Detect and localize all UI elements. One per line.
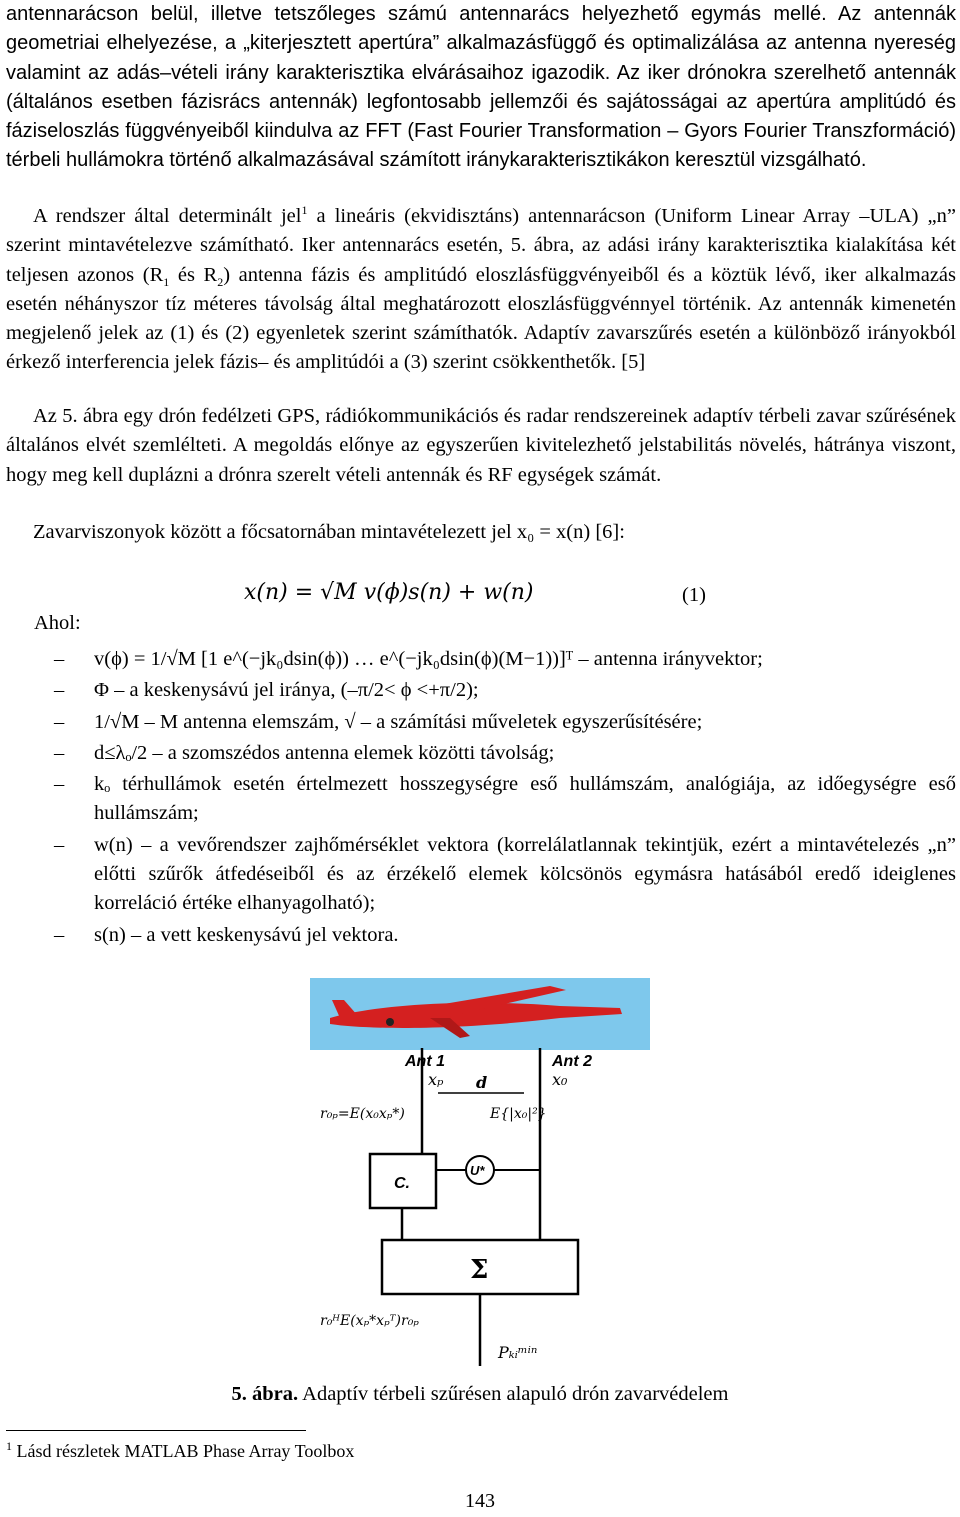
list-item-text: kₒ térhullámok esetén értelmezett hosszegységre eső hullámszám, analógiája, az időegységre eső hullámszám; [94, 773, 956, 825]
p2-sub-2: 2 [217, 274, 224, 289]
paragraph-3 [6, 402, 956, 490]
definition-list [54, 645, 956, 952]
r0p-expr: r₀ₚ=E(x₀xₚ*) [320, 1106, 405, 1122]
footnote [6, 1441, 354, 1462]
paragraph-4 [6, 518, 956, 547]
ant2-label: Ant 2 [552, 1053, 592, 1070]
list-item [54, 770, 956, 829]
list-item [54, 708, 956, 737]
equation-1-number: (1) [682, 584, 706, 606]
figure-drone-diagram [310, 978, 650, 1373]
ant1-label: Ant 1 [405, 1053, 445, 1070]
caption-text: Adaptív térbeli szűrésen alapuló drón zavarvédelem [298, 1383, 729, 1405]
list-item [54, 739, 956, 768]
list-item-text: w(n) – a vevőrendszer zajhőmérséklet vektora (korrelálatlannak tekintjük, ezért a mintavételezés „n” előtti szűrők átfedéseiből és az érzékelő elemek kölcsönös egymásra hatásából eredő ideiglenes korreláció értéke elhanyagolható); [94, 833, 956, 915]
caption-label: 5. ábra. [231, 1383, 299, 1405]
ex0-expr: E{|x₀|²} [490, 1106, 547, 1122]
list-dash: – [54, 773, 65, 796]
list-item-text: Φ – a keskenysávú jel iránya, (–π/2< ϕ <+π/2); [94, 679, 479, 702]
list-dash: – [54, 833, 65, 856]
bottom-expr: r₀ᴴE(xₚ*xₚᵀ)r₀ₚ [320, 1313, 419, 1329]
paragraph-1-text: antennarácson belül, illetve tetszőleges számú antennarács helyezhető egymás mellé. Az antennák geometriai elhelyezése, a „kiterjesztett apertúra” alkalmazásfüggő és optimalizálása az antenna nyereség valamint az adás–vételi irány karakterisztika elvárásaihoz igazodik. Az iker drónokra szerelhető antennák (általános esetben fázisrács antennák) legfontosabb jellemzői és sajátosságai az apertúra amplitúdó és fáziseloszlás függvényeiből kiindulva az FFT (Fast Fourier Transformation – Gyors Fourier Transzformáció) térbeli hullámokra történő alkalmazásával számított iránykarakterisztikákon keresztül vizsgálható. [6, 3, 956, 172]
list-dash: – [54, 710, 65, 733]
list-item-text: s(n) – a vett keskenysávú jel vektora. [94, 923, 399, 946]
footnote-ref: 1 [301, 203, 308, 218]
footnote-rule [6, 1430, 306, 1431]
paragraph-4-text: Zavarviszonyok között a főcsatornában mintavételezett jel x₀ = x(n) [6]: [33, 521, 625, 543]
list-dash: – [54, 741, 65, 764]
list-item-text: v(ϕ) = 1/√M [1 e^(−jk₀dsin(ϕ)) … e^(−jk₀dsin(ϕ)(M−1))]ᵀ – antenna irányvektor; [94, 648, 763, 670]
u-circle-label: U* [470, 1163, 485, 1178]
list-dash: – [54, 923, 65, 946]
figure-caption [0, 1383, 960, 1406]
paragraph-3-text: Az 5. ábra egy drón fedélzeti GPS, rádiókommunikációs és radar rendszereinek adaptív térbeli zavar szűrésének általános elvét szemlélteti. A megoldás előnye az egyszerűen kivitelezhető jelstabilitás növelés, hátránya viszont, hogy meg kell duplázni a drónra szerelt vételi antennák és RF egységek számát. [6, 405, 956, 486]
page-number: 143 [465, 1490, 495, 1512]
paragraph-2-text [6, 202, 956, 378]
p2-part-b: a lineáris (ekvidisztáns) antennarácson (Uniform Linear Array –ULA) „n” szerint mintavételezve számítható. Iker antennarács esetén, 5. ábra, az adási irány karakterisztika kialakítása két teljesen azonos (R [6, 205, 956, 286]
ahol-label: Ahol: [34, 612, 81, 634]
list-dash: – [54, 648, 65, 670]
list-dash: – [54, 679, 65, 702]
list-item [54, 676, 956, 705]
p2-part-c: és R [169, 263, 218, 286]
x0-label: x₀ [552, 1070, 568, 1089]
list-item [54, 921, 956, 950]
c-box-label: C. [394, 1175, 410, 1192]
d-label: d [476, 1073, 488, 1092]
list-item [54, 831, 956, 919]
p2-part-d: ) antenna fázis és amplitúdó eloszlásfüggvényeiből és a köztük lévő, iker alkalmazás esetén néhányszor tíz méteres távolság által meghatározott eloszlásfüggvénnyel történik. Az antennák kimenetén megjelenő jelek az (1) és (2) egyenletek szerint számíthatók. Adaptív zavarszűrés esetén a különböző irányokból érkező interferencia jelek fázis– és amplitúdói a (3) szerint csökkenthetők. [5] [6, 263, 956, 374]
list-item-text: d≤λₒ/2 – a szomszédos antenna elemek közötti távolság; [94, 741, 555, 764]
paragraph-2 [6, 202, 956, 378]
xp-label: xₚ [428, 1070, 444, 1089]
footnote-mark: 1 [6, 1439, 12, 1453]
p2-part-a: A rendszer által determinált jel [33, 205, 302, 227]
equation-1: x(n) = √M v(ϕ)s(n) + w(n) [244, 580, 534, 605]
list-item-text: 1/√M – M antenna elemszám, √ – a számítási műveletek egyszerűsítésére; [94, 710, 703, 733]
list-item [54, 645, 956, 674]
sigma-label: Σ [470, 1255, 489, 1285]
paragraph-1 [6, 0, 956, 176]
p2-sub-1: 1 [163, 274, 170, 289]
pmin-label: Pₖᵢᵐⁱⁿ [498, 1343, 538, 1362]
footnote-text: Lásd részletek MATLAB Phase Array Toolbox [12, 1441, 355, 1461]
